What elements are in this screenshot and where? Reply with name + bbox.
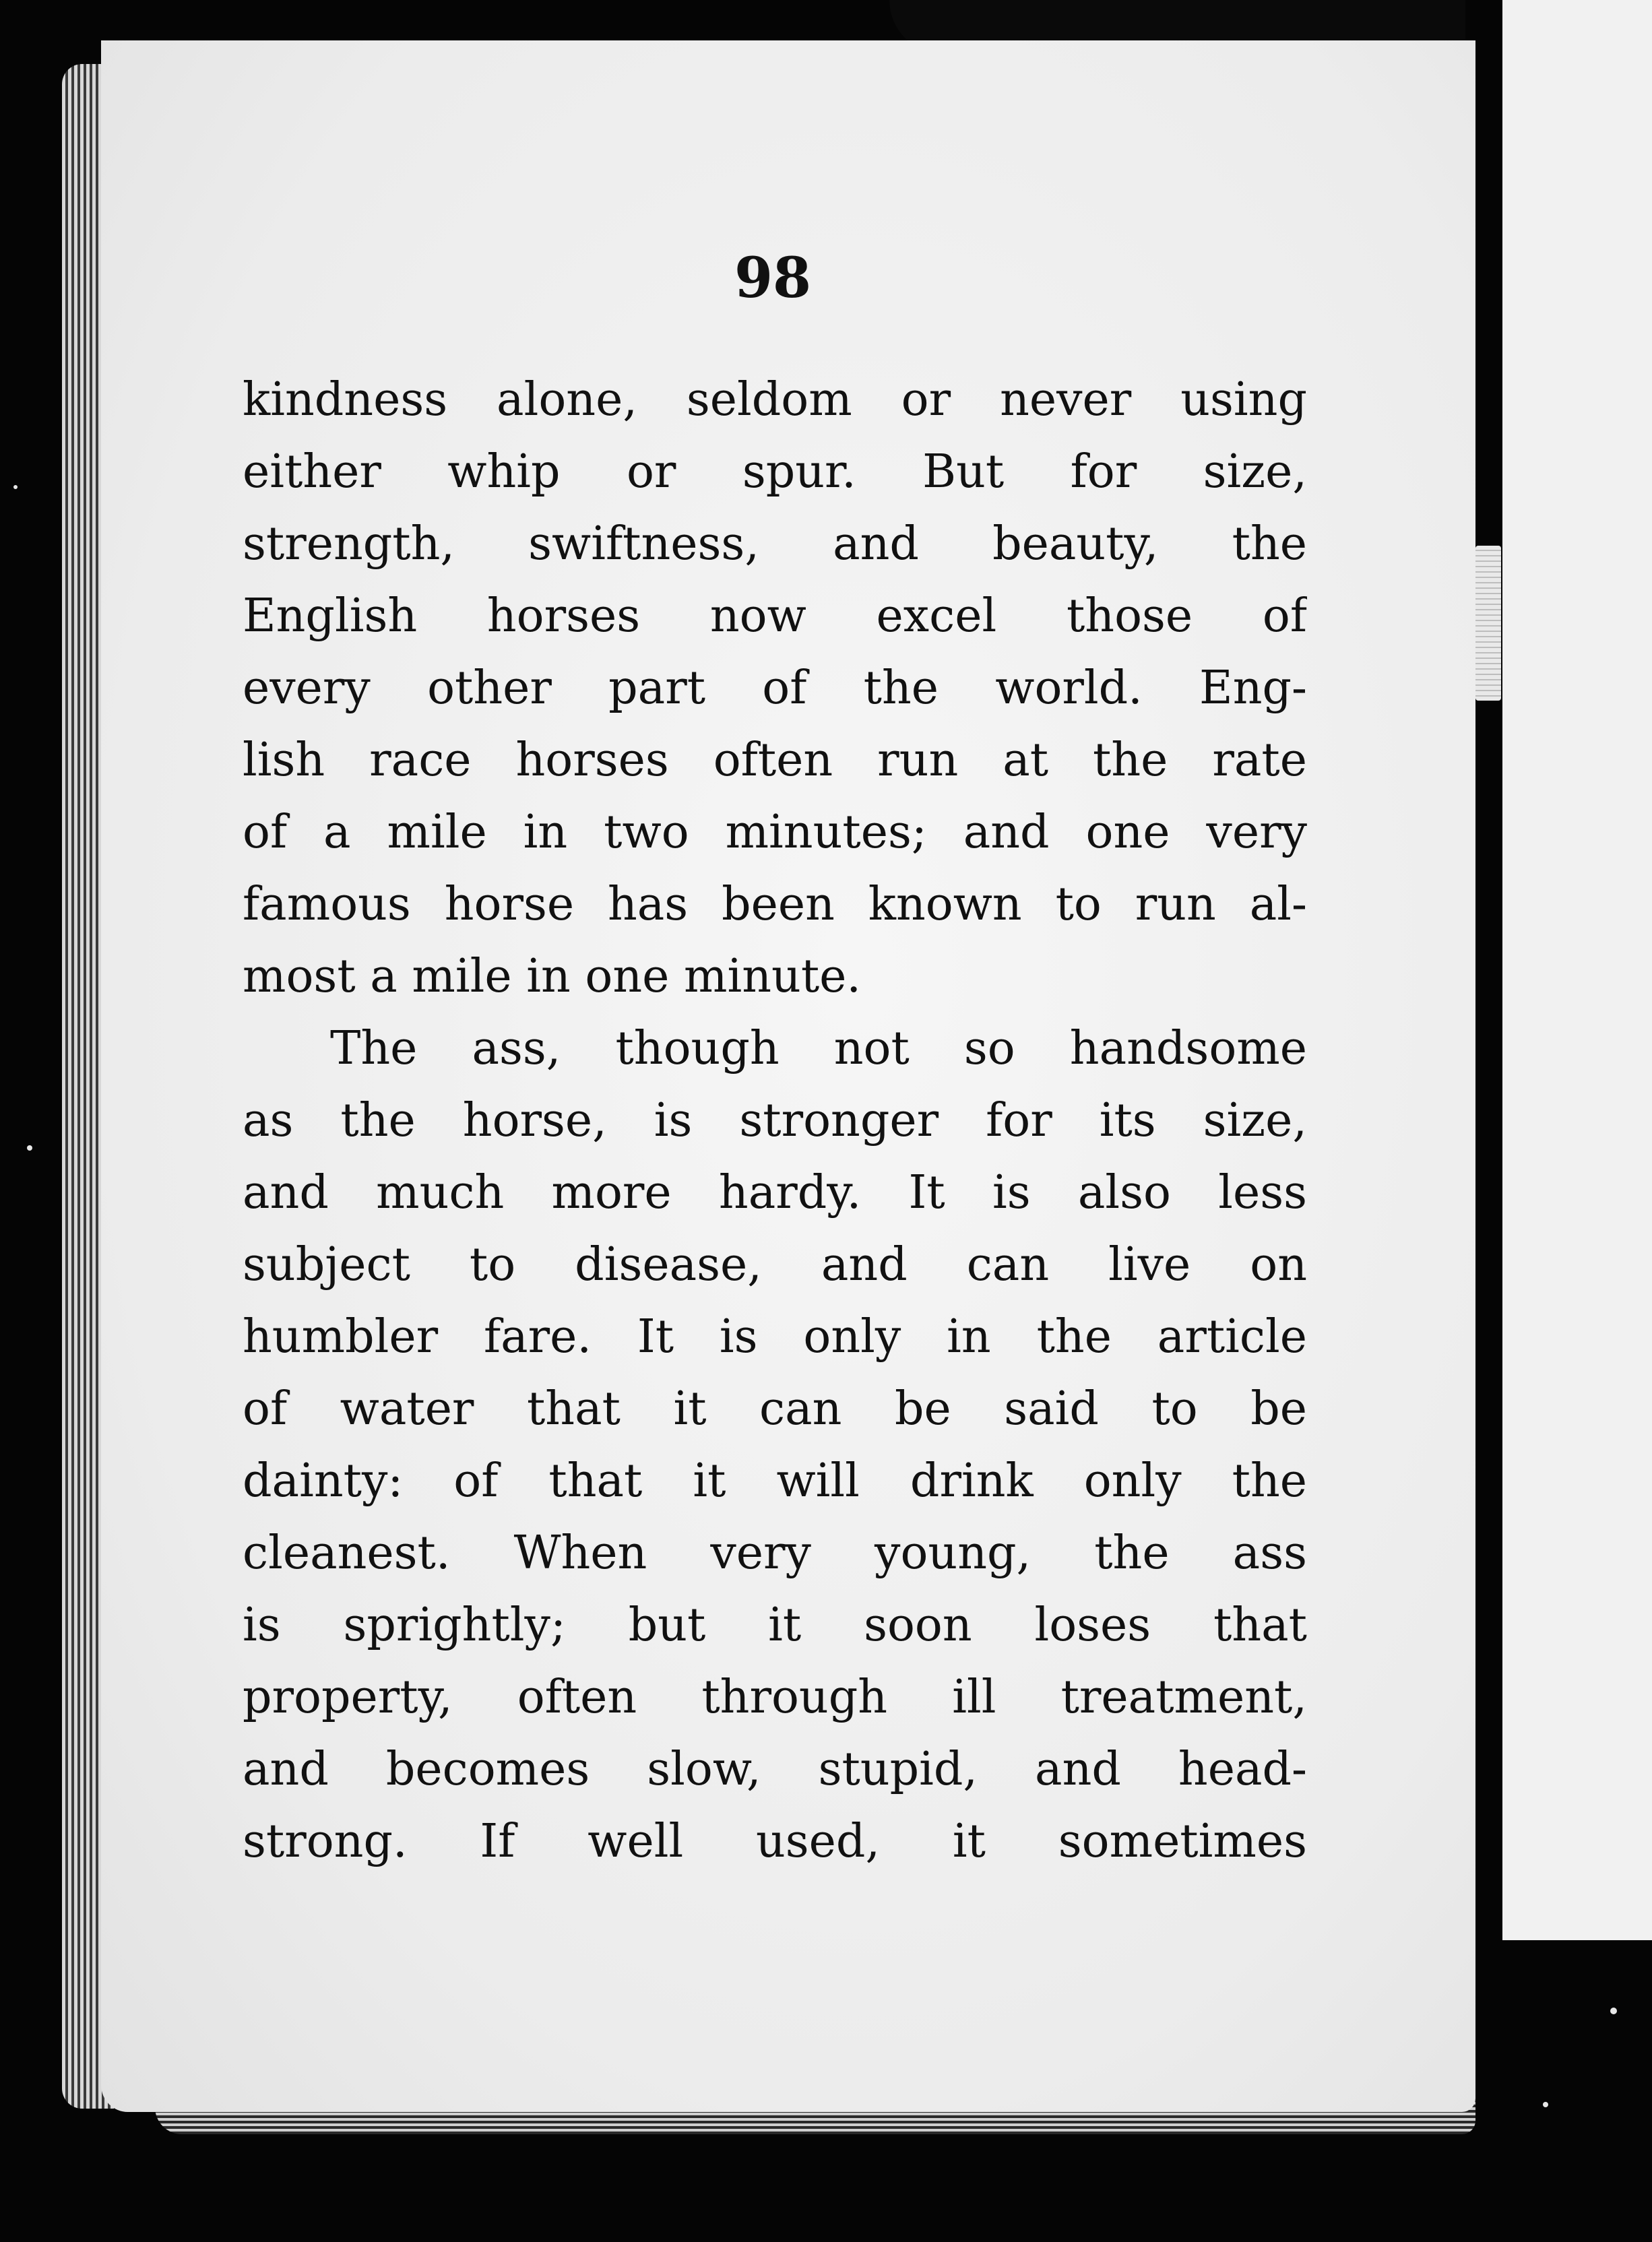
text-line: is sprightly; but it soon loses that (243, 1599, 1307, 1652)
text-line: of water that it can be said to be (243, 1382, 1307, 1436)
body-text (243, 364, 1307, 1878)
dust-speck (13, 485, 18, 489)
bookmark-ribbon (1475, 546, 1501, 701)
text-line: famous horse has been known to run al- (243, 878, 1307, 931)
text-line: lish race horses often run at the rate (243, 734, 1307, 787)
text-line: most a mile in one minute. (243, 950, 861, 1003)
text-line: every other part of the world. Eng- (243, 662, 1307, 715)
text-line: subject to disease, and can live on (243, 1238, 1307, 1291)
dust-speck (1543, 2102, 1548, 2107)
text-line: strength, swiftness, and beauty, the (243, 517, 1307, 571)
text-line: English horses now excel those of (243, 589, 1307, 643)
text-line: The ass, though not so handsome (330, 1022, 1307, 1075)
text-line: property, often through ill treatment, (243, 1671, 1307, 1724)
dust-speck (27, 1145, 32, 1151)
text-line: strong. If well used, it sometimes (243, 1815, 1307, 1868)
dust-speck (1610, 2008, 1617, 2014)
text-line: as the horse, is stronger for its size, (243, 1094, 1307, 1147)
text-line: either whip or spur. But for size, (243, 445, 1307, 499)
page-number: 98 (734, 246, 812, 311)
text-line: and becomes slow, stupid, and head- (243, 1743, 1307, 1796)
text-line: humbler fare. It is only in the article (243, 1310, 1307, 1364)
text-line: and much more hardy. It is also less (243, 1166, 1307, 1219)
text-line: dainty: of that it will drink only the (243, 1454, 1307, 1508)
text-line: cleanest. When very young, the ass (243, 1527, 1307, 1580)
text-line: of a mile in two minutes; and one very (243, 806, 1307, 859)
facing-page-edge (1502, 0, 1652, 1940)
text-line: kindness alone, seldom or never using (243, 373, 1307, 426)
